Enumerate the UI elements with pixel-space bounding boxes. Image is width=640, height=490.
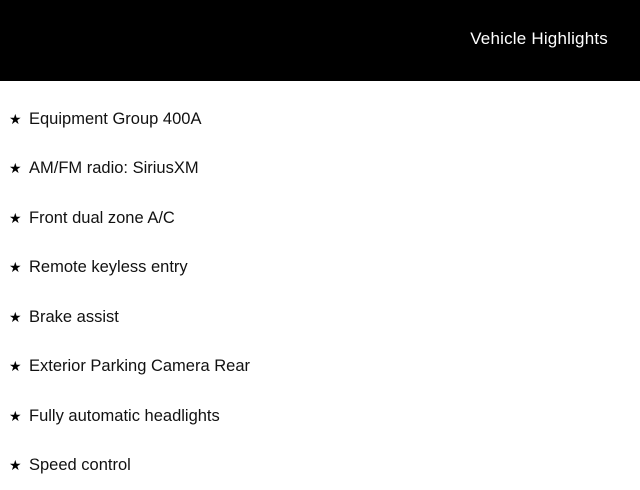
star-bullet-icon: ★ [9,409,29,423]
list-item [0,144,640,194]
star-bullet-icon: ★ [9,458,29,472]
list-item-label: Fully automatic headlights [29,407,220,425]
list-item [0,391,640,441]
list-item-label: Speed control [29,456,131,474]
star-bullet-icon: ★ [9,359,29,373]
list-item-label: Exterior Parking Camera Rear [29,357,250,375]
list-item-label: AM/FM radio: SiriusXM [29,159,199,177]
list-item-label: Remote keyless entry [29,258,188,276]
list-item [0,94,640,144]
list-item [0,342,640,392]
list-item-label: Equipment Group 400A [29,110,201,128]
star-bullet-icon: ★ [9,260,29,274]
star-bullet-icon: ★ [9,112,29,126]
list-item [0,292,640,342]
star-bullet-icon: ★ [9,161,29,175]
page-title: Vehicle Highlights [470,29,608,49]
star-bullet-icon: ★ [9,310,29,324]
highlights-list [0,81,640,490]
star-bullet-icon: ★ [9,211,29,225]
list-item [0,441,640,490]
list-item-label: Front dual zone A/C [29,209,175,227]
list-item [0,243,640,293]
list-item-label: Brake assist [29,308,119,326]
header-bar [0,0,640,81]
list-item [0,193,640,243]
